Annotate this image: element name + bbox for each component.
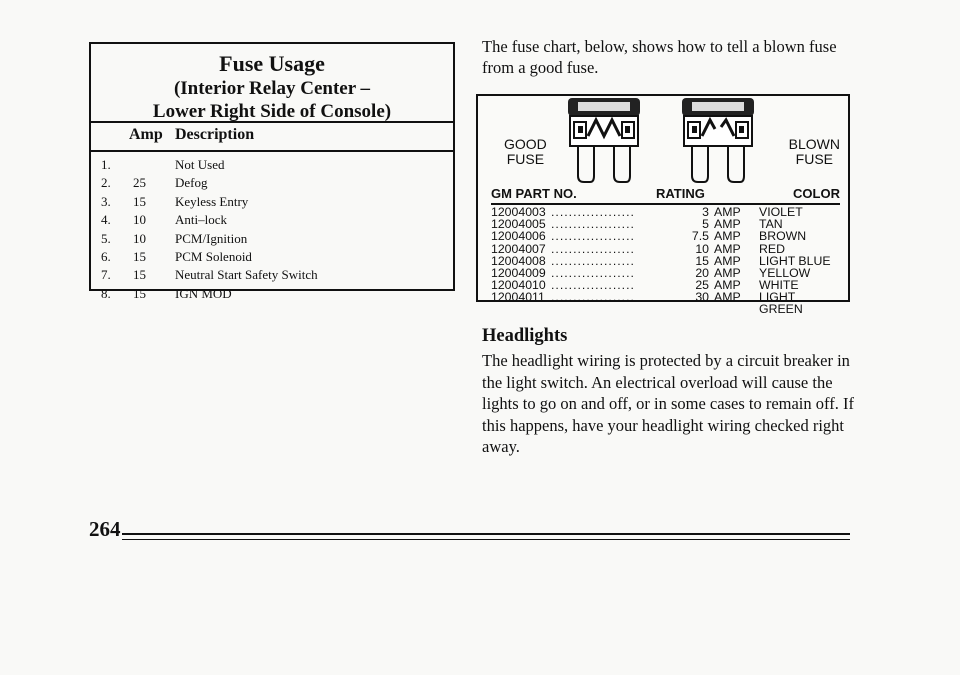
row-description: Defog	[175, 175, 208, 191]
row-amp: 15	[133, 267, 146, 283]
row-number: 5.	[101, 230, 111, 246]
blown-fuse-label	[789, 137, 840, 167]
fuse-color: LIGHT BLUE	[759, 253, 831, 268]
row-description: Not Used	[175, 157, 225, 172]
leader-dots: ...................	[551, 291, 635, 304]
part-number: 12004007	[491, 241, 546, 256]
table-row	[91, 193, 453, 211]
fuse-chart-header	[491, 186, 840, 205]
row-number: 8.	[101, 285, 111, 301]
row-description: PCM/Ignition	[175, 230, 248, 246]
header-part-number: GM PART NO.	[491, 186, 577, 201]
part-number: 12004005	[491, 217, 546, 232]
table-row	[491, 243, 840, 255]
fuse-color: RED	[759, 241, 785, 256]
fuse-color: TAN	[759, 217, 783, 232]
good-label-line2: FUSE	[506, 151, 545, 167]
leader-dots: ...................	[551, 279, 635, 292]
row-amp: 15	[133, 248, 146, 264]
part-number: 12004010	[491, 278, 546, 293]
row-number: 2.	[101, 175, 111, 191]
table-row	[91, 248, 453, 266]
table-row	[91, 156, 453, 174]
rating-unit: AMP	[714, 253, 741, 268]
fuse-usage-title: Fuse Usage	[219, 51, 325, 76]
row-number: 6.	[101, 248, 111, 264]
leader-dots: ...................	[551, 230, 635, 243]
rating-value: 25	[695, 278, 709, 293]
rating-unit: AMP	[714, 217, 741, 232]
headlights-heading: Headlights	[482, 326, 568, 346]
rating-value: 10	[695, 241, 709, 256]
fuse-color: WHITE	[759, 278, 799, 293]
blown-label-line1: BLOWN	[788, 136, 840, 152]
row-number: 1.	[101, 157, 111, 172]
leader-dots: ...................	[551, 242, 635, 255]
fuse-usage-table	[89, 42, 455, 301]
good-fuse-label	[504, 137, 547, 167]
row-amp: 15	[133, 285, 146, 301]
leader-dots: ...................	[551, 254, 635, 267]
table-row	[491, 290, 840, 317]
row-description: IGN MOD	[175, 285, 232, 301]
rating-unit: AMP	[714, 229, 741, 244]
headlights-paragraph: The headlight wiring is protected by a circuit breaker in the light switch. An electrical overload will cause the lights to go on and off, or in some cases to remain off. If this happens, have your headlight wiring checked right away.	[482, 351, 854, 457]
table-row	[91, 230, 453, 248]
part-number: 12004006	[491, 229, 546, 244]
fuse-usage-subtitle-line2: Lower Right Side of Console)	[152, 101, 392, 122]
fuse-usage-rows	[91, 152, 453, 303]
fuse-usage-subtitle-line1: (Interior Relay Center –	[173, 78, 371, 99]
row-amp: 25	[133, 175, 146, 191]
row-number: 4.	[101, 212, 111, 228]
fuse-color: YELLOW	[759, 265, 811, 280]
footer-rule-thin	[122, 539, 850, 540]
fuse-usage-title-area	[91, 44, 453, 123]
blown-fuse-icon	[678, 96, 758, 186]
fuse-chart	[476, 94, 850, 317]
fuse-color: LIGHT GREEN	[759, 290, 803, 317]
fuse-chart-rows	[491, 205, 840, 317]
intro-paragraph: The fuse chart, below, shows how to tell a blown fuse from a good fuse.	[482, 37, 837, 77]
table-row	[91, 174, 453, 192]
header-amp: Amp	[129, 126, 163, 143]
rating-value: 15	[695, 253, 709, 268]
row-description: Neutral Start Safety Switch	[175, 267, 318, 283]
rating-unit: AMP	[714, 205, 741, 219]
leader-dots: ...................	[551, 218, 635, 231]
page-number: 264	[89, 517, 121, 541]
blown-label-line2: FUSE	[795, 151, 833, 167]
part-number: 12004009	[491, 265, 546, 280]
header-rating: RATING	[656, 186, 705, 201]
fuse-color: BROWN	[759, 229, 807, 244]
row-amp: 10	[133, 212, 146, 228]
rating-value: 5	[702, 217, 709, 232]
rating-unit: AMP	[714, 290, 741, 305]
rating-unit: AMP	[714, 265, 741, 280]
rating-unit: AMP	[714, 241, 741, 256]
footer-rule	[122, 533, 850, 535]
good-label-line1: GOOD	[504, 136, 547, 152]
rating-value: 20	[695, 265, 709, 280]
part-number: 12004003	[491, 205, 546, 219]
rating-unit: AMP	[714, 278, 741, 293]
part-number: 12004008	[491, 253, 546, 268]
part-number: 12004011	[491, 290, 545, 305]
rating-value: 3	[702, 205, 709, 219]
rating-value: 30	[695, 290, 709, 305]
good-fuse-icon	[564, 96, 644, 186]
leader-dots: ...................	[551, 266, 635, 279]
row-number: 3.	[101, 193, 111, 209]
table-row	[491, 230, 840, 242]
row-number: 7.	[101, 267, 111, 283]
row-amp: 10	[133, 230, 146, 246]
table-row	[91, 285, 453, 303]
row-description: Anti–lock	[175, 212, 227, 228]
fuse-usage-header	[91, 123, 453, 152]
header-color: COLOR	[793, 186, 840, 201]
table-row	[91, 266, 453, 284]
fuse-color: VIOLET	[759, 205, 803, 219]
leader-dots: ...................	[551, 206, 635, 218]
rating-value: 7.5	[691, 229, 709, 244]
row-amp: 15	[133, 193, 146, 209]
row-description: PCM Solenoid	[175, 248, 252, 264]
row-description: Keyless Entry	[175, 193, 249, 209]
header-description: Description	[175, 126, 255, 143]
table-row	[91, 211, 453, 229]
